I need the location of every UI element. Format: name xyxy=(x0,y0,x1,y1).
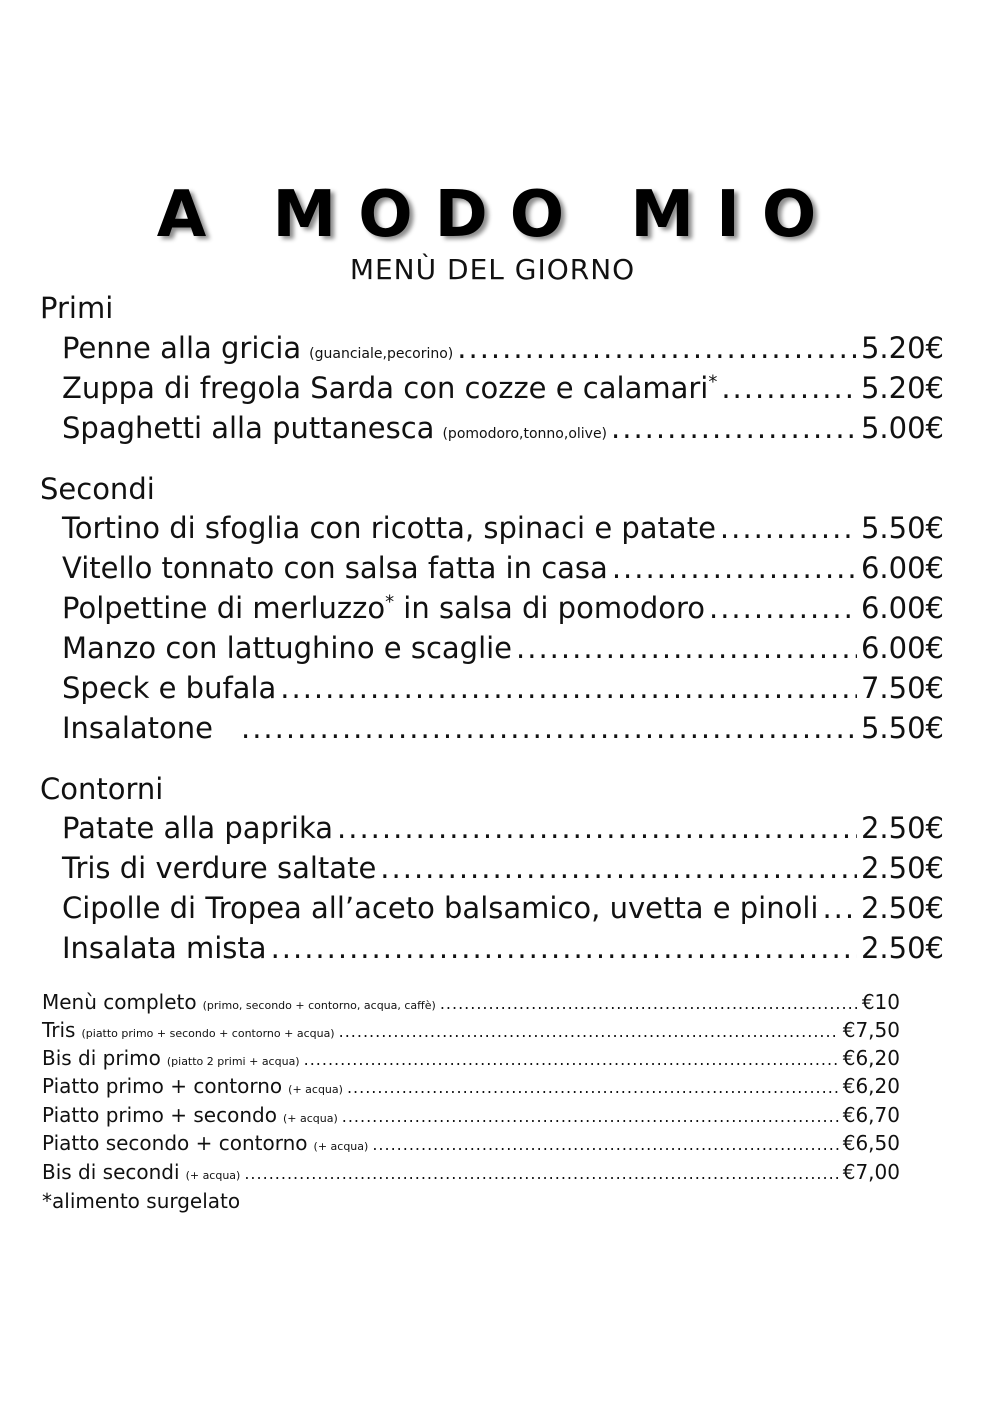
combo-price: €10 xyxy=(861,990,900,1014)
combo-note: (piatto primo + secondo + contorno + acqua) xyxy=(81,1027,335,1040)
item-price: 2.50€ xyxy=(860,811,944,845)
combo-note: (+ acqua) xyxy=(185,1169,241,1182)
item-name: Insalata mista xyxy=(62,931,267,965)
combo-name: Piatto primo + secondo xyxy=(42,1103,277,1127)
item-price: 5.20€ xyxy=(860,371,944,405)
item-name: Manzo con lattughino e scaglie xyxy=(62,631,513,665)
combo-offer xyxy=(42,1074,900,1102)
combo-note: (+ acqua) xyxy=(282,1112,338,1125)
dot-leader xyxy=(337,811,857,845)
combo-name: Menù completo xyxy=(42,990,197,1014)
combo-offer xyxy=(42,1103,900,1131)
item-price: 5.20€ xyxy=(860,331,944,365)
item-price: 5.50€ xyxy=(860,711,944,745)
menu-item xyxy=(62,331,944,371)
combo-note: (piatto 2 primi + acqua) xyxy=(166,1055,300,1068)
section-title-secondi: Secondi xyxy=(40,472,155,506)
dot-leader xyxy=(720,511,857,545)
dot-leader xyxy=(244,1164,838,1183)
dot-leader xyxy=(339,1022,839,1041)
restaurant-title: A MODO MIO xyxy=(156,178,839,252)
item-name: Tortino di sfoglia con ricotta, spinaci e patate xyxy=(62,511,716,545)
combo-name: Bis di secondi xyxy=(42,1160,180,1184)
combo-offer xyxy=(42,1018,900,1046)
dot-leader xyxy=(304,1050,839,1069)
combo-price: €7,00 xyxy=(842,1160,900,1184)
item-name: Insalatone xyxy=(62,711,213,745)
combo-offer xyxy=(42,1160,900,1188)
combo-note: (+ acqua) xyxy=(288,1083,343,1096)
dot-leader xyxy=(347,1078,839,1097)
section-title-contorni: Contorni xyxy=(40,772,164,806)
dot-leader xyxy=(721,371,857,405)
combo-note: (+ acqua) xyxy=(313,1140,369,1153)
item-name: Zuppa di fregola Sarda con cozze e calamari* xyxy=(62,371,718,405)
combo-offer xyxy=(42,1131,900,1159)
menu-item xyxy=(62,411,944,451)
menu-item xyxy=(62,631,944,671)
frozen-marker: * xyxy=(708,371,718,393)
combo-price: €6,20 xyxy=(842,1046,900,1070)
item-name: Vitello tonnato con salsa fatta in casa xyxy=(62,551,608,585)
dot-leader xyxy=(440,994,858,1013)
dot-leader xyxy=(380,851,857,885)
item-name: Spaghetti alla puttanesca xyxy=(62,411,435,445)
menu-item xyxy=(62,551,944,591)
item-name: Speck e bufala xyxy=(62,671,277,705)
dot-leader xyxy=(612,551,857,585)
combo-price: €6,70 xyxy=(842,1103,900,1127)
item-name: Patate alla paprika xyxy=(62,811,334,845)
menu-subtitle: MENÙ DEL GIORNO xyxy=(349,253,636,286)
menu-item xyxy=(62,891,944,931)
dot-leader xyxy=(709,591,857,625)
dot-leader xyxy=(280,671,857,705)
combo-name: Bis di primo xyxy=(42,1046,161,1070)
dot-leader xyxy=(822,891,857,925)
combo-name: Piatto primo + contorno xyxy=(42,1074,283,1098)
combo-price: €7,50 xyxy=(842,1018,900,1042)
item-price: 6.00€ xyxy=(860,551,944,585)
menu-item xyxy=(62,671,944,711)
item-name: Tris di verdure saltate xyxy=(62,851,377,885)
menu-item xyxy=(62,591,944,631)
menu-item xyxy=(62,811,944,851)
menu-item xyxy=(62,851,944,891)
item-price: 2.50€ xyxy=(860,891,944,925)
combo-name: Piatto secondo + contorno xyxy=(42,1131,308,1155)
menu-item xyxy=(62,711,944,751)
item-price: 5.50€ xyxy=(860,511,944,545)
combo-price: €6,20 xyxy=(842,1074,900,1098)
menu-item xyxy=(62,371,944,411)
item-price: 6.00€ xyxy=(860,591,944,625)
dot-leader xyxy=(457,331,857,365)
item-price: 7.50€ xyxy=(860,671,944,705)
dot-leader xyxy=(342,1107,839,1126)
section-title-primi: Primi xyxy=(40,291,114,325)
item-price: 5.00€ xyxy=(860,411,944,445)
item-name: Polpettine di merluzzo* in salsa di pomodoro xyxy=(62,591,705,625)
frozen-marker: * xyxy=(385,591,395,613)
combo-name: Tris xyxy=(42,1018,76,1042)
frozen-food-footnote: *alimento surgelato xyxy=(42,1189,241,1213)
combo-note: (primo, secondo + contorno, acqua, caffè) xyxy=(202,999,436,1012)
item-note: (guanciale,pecorino) xyxy=(309,346,454,362)
menu-item xyxy=(62,511,944,551)
combo-offer xyxy=(42,1046,900,1074)
combo-offer xyxy=(42,990,900,1018)
item-price: 6.00€ xyxy=(860,631,944,665)
item-price: 2.50€ xyxy=(860,851,944,885)
dot-leader xyxy=(516,631,857,665)
combo-price: €6,50 xyxy=(842,1131,900,1155)
menu-item xyxy=(62,931,944,971)
dot-leader xyxy=(372,1135,838,1154)
item-note: (pomodoro,tonno,olive) xyxy=(442,426,608,442)
item-name: Cipolle di Tropea all’aceto balsamico, uvetta e pinoli xyxy=(62,891,819,925)
dot-leader xyxy=(241,711,857,745)
item-price: 2.50€ xyxy=(860,931,944,965)
dot-leader xyxy=(271,931,857,965)
item-name: Penne alla gricia xyxy=(62,331,302,365)
dot-leader xyxy=(611,411,857,445)
